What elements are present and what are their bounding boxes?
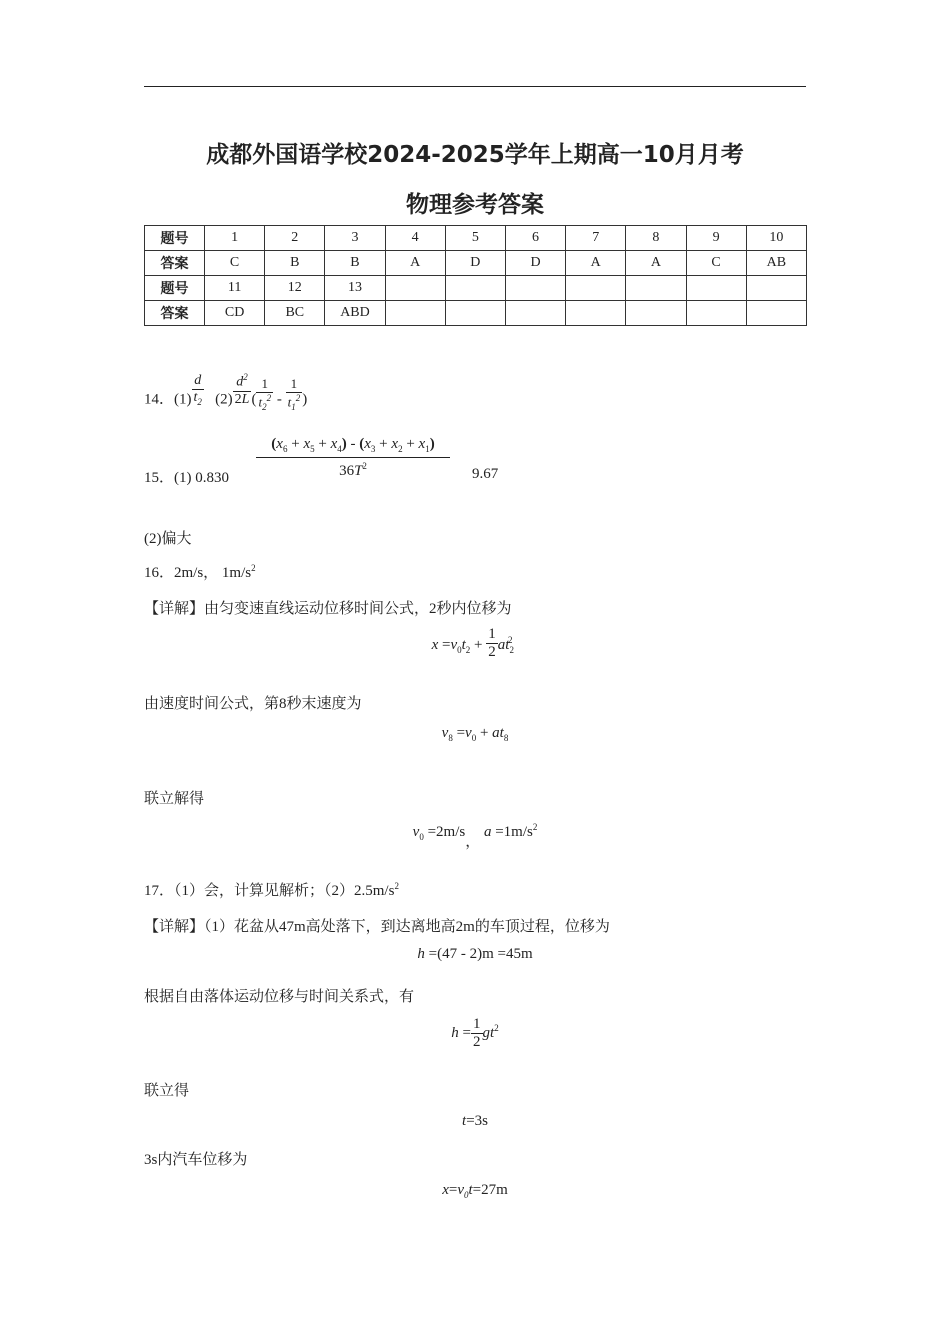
- q17-eq-t: t=3s: [462, 1113, 488, 1129]
- table-cell: CD: [205, 301, 265, 326]
- table-cell: ABD: [325, 301, 385, 326]
- table-cell: 1: [205, 226, 265, 251]
- table-cell: 5: [445, 226, 505, 251]
- q17-eq1: h =(47 - 2)m =45m: [417, 946, 533, 962]
- table-cell: 12: [265, 276, 325, 301]
- table-cell: C: [205, 251, 265, 276]
- q16-detail1: 【详解】由匀变速直线运动位移时间公式，2秒内位移为: [144, 601, 512, 617]
- q17-eq-x: $x=v_0t=27m$: [442, 1182, 508, 1200]
- row-label: 答案: [145, 251, 205, 276]
- table-cell: [746, 301, 806, 326]
- table-cell: D: [505, 251, 565, 276]
- table-cell: [566, 276, 626, 301]
- table-cell: B: [325, 251, 385, 276]
- table-cell: [385, 276, 445, 301]
- table-row: [145, 226, 807, 251]
- table-cell: [746, 276, 806, 301]
- table-cell: A: [626, 251, 686, 276]
- page-subtitle: 物理参考答案: [406, 192, 544, 218]
- table-cell: 9: [686, 226, 746, 251]
- row-label: 题号: [145, 226, 205, 251]
- q15-value: 9.67: [472, 466, 499, 482]
- q16-eq2: $v_8 =v_0 + at_8$: [441, 725, 509, 743]
- table-cell: 4: [385, 226, 445, 251]
- table-cell: [445, 301, 505, 326]
- table-cell: BC: [265, 301, 325, 326]
- table-cell: [385, 301, 445, 326]
- q14-label2: (2): [215, 391, 233, 408]
- table-cell: 6: [505, 226, 565, 251]
- q16-detail3: 联立解得: [144, 791, 205, 807]
- table-cell: [626, 301, 686, 326]
- page-title: 成都外国语学校2024-2025学年上期高一10月月考: [206, 142, 744, 168]
- table-cell: D: [445, 251, 505, 276]
- row-label: 答案: [145, 301, 205, 326]
- q17-answer: 17．（1）会，计算见解析；$(2)2.5m/s^2$: [144, 881, 399, 899]
- table-cell: 8: [626, 226, 686, 251]
- table-cell: 7: [566, 226, 626, 251]
- table-cell: 11: [205, 276, 265, 301]
- q14-line: 14．(1) $\frac{d}{t_2}$ (2) $\frac{d^2}{2L}$ ( $\frac{1}{t_2^2}$ - $\frac{1}{t_1^2}$ ): [144, 372, 308, 412]
- table-cell: 13: [325, 276, 385, 301]
- table-cell: C: [686, 251, 746, 276]
- table-cell: 10: [746, 226, 806, 251]
- q17-detail4: 3s内汽车位移为: [144, 1152, 248, 1168]
- q14-label: 14．(1): [144, 391, 192, 408]
- q17-eq2: h = $\frac{1}{2}$ $gt^2$: [451, 1016, 499, 1050]
- q17-detail3: 联立得: [144, 1083, 190, 1099]
- table-cell: [505, 276, 565, 301]
- table-cell: B: [265, 251, 325, 276]
- q16-detail2: 由速度时间公式，第8秒末速度为: [144, 696, 362, 712]
- q15-label: 15．(1) 0.830: [144, 470, 229, 486]
- q16-eq3: $v_0 =2m/s$， $a =1m/s^2$: [412, 822, 538, 850]
- table-cell: 3: [325, 226, 385, 251]
- answer-table: [144, 225, 807, 326]
- table-cell: [686, 276, 746, 301]
- table-cell: A: [385, 251, 445, 276]
- table-row: [145, 251, 807, 276]
- q15-part2: (2)偏大: [144, 531, 192, 547]
- table-cell: 2: [265, 226, 325, 251]
- q17-detail1: 【详解】（1）花盆从47m高处落下，到达离地高2m的车顶过程，位移为: [144, 919, 610, 935]
- q16-answer: 16．2m/s， $1m/s^2$: [144, 563, 256, 581]
- q16-eq1: $x =v_0t_2$ + $\frac{1}{2}$ $at_2^2$: [431, 626, 514, 660]
- table-cell: [686, 301, 746, 326]
- table-cell: [445, 276, 505, 301]
- table-row: [145, 276, 807, 301]
- table-cell: [505, 301, 565, 326]
- q15-formula: $(x_6 + x_5 + x_4) - (x_3 + x_2 + x_1)$ $36T^2$: [256, 436, 450, 480]
- q17-detail2: 根据自由落体运动位移与时间关系式，有: [144, 989, 415, 1005]
- row-label: 题号: [145, 276, 205, 301]
- table-cell: AB: [746, 251, 806, 276]
- header-rule: [144, 86, 806, 87]
- table-cell: [626, 276, 686, 301]
- table-row: [145, 301, 807, 326]
- table-cell: [566, 301, 626, 326]
- table-cell: A: [566, 251, 626, 276]
